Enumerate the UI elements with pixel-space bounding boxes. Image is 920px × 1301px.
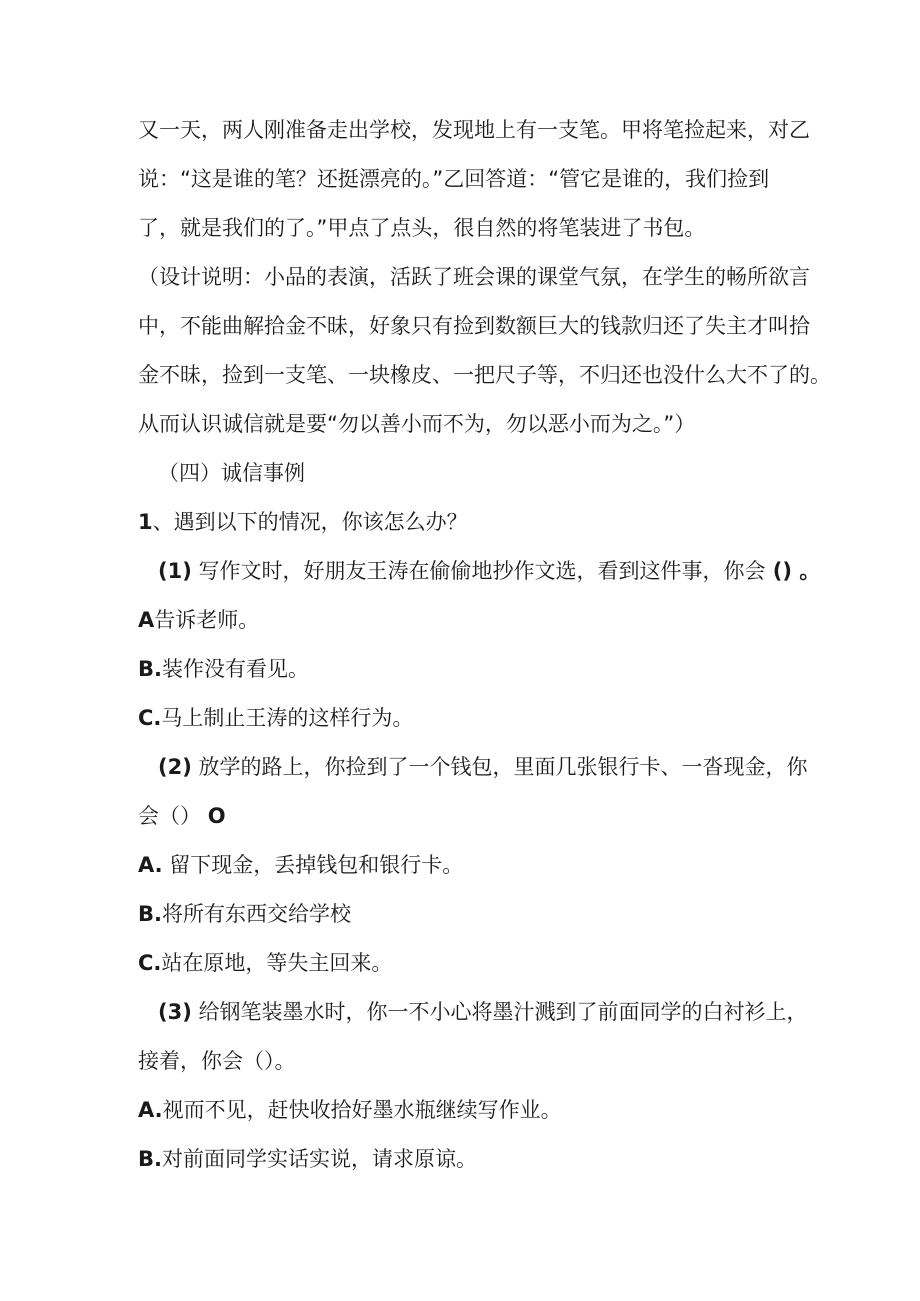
design-note-line-3: 金不昧，捡到一支笔、一块橡皮、一把尺子等，不归还也没什么大不了的。: [138, 363, 831, 387]
question-2-line-2: [138, 801, 226, 831]
option-text: 视而不见，赶快收拾好墨水瓶继续写作业。: [162, 1098, 562, 1122]
question-2-option-a: [138, 850, 463, 880]
option-text: 站在原地，等失主回来。: [161, 951, 393, 975]
question-1-option-c: [138, 703, 413, 733]
option-text: 将所有东西交给学校: [161, 902, 351, 926]
option-letter: C.: [138, 951, 162, 975]
question-1: [158, 556, 820, 586]
question-2-option-b: [138, 899, 351, 929]
option-letter: B.: [138, 902, 162, 926]
question-2-line-1: [158, 752, 808, 782]
question-2-text: 放学的路上，你捡到了一个钱包，里面几张银行卡、一沓现金，你: [191, 755, 808, 779]
question-intro: [138, 507, 468, 537]
design-note-line-4: 从而认识诚信就是要“勿以善小而不为，勿以恶小而为之。”）: [138, 412, 696, 436]
question-2-text-cont: 会（）: [138, 804, 201, 828]
question-1-number: (1): [158, 559, 192, 583]
option-text: 留下现金，丢掉钱包和银行卡。: [162, 853, 464, 877]
question-intro-text: 、遇到以下的情况，你该怎么办？: [152, 510, 468, 534]
question-3-text: 给钢笔装墨水时，你一不小心将墨汁溅到了前面同学的白衬衫上，: [191, 1000, 808, 1024]
question-intro-number: 1: [138, 510, 153, 534]
option-text: 马上制止王涛的这样行为。: [161, 706, 414, 730]
question-3-line-1: [158, 997, 808, 1027]
option-letter: A: [138, 608, 155, 632]
option-letter: A.: [138, 853, 163, 877]
question-2-blank-mark: O: [207, 804, 226, 828]
option-text: 对前面同学实话实说，请求原谅。: [161, 1147, 477, 1171]
option-letter: C.: [138, 706, 162, 730]
option-letter: B.: [138, 657, 162, 681]
option-text: 告诉老师。: [154, 608, 260, 632]
paragraph-line-1: 又一天，两人刚准备走出学校，发现地上有一支笔。甲将笔捡起来，对乙: [138, 118, 810, 142]
design-note-line-2: 中，不能曲解拾金不昧，好象只有捡到数额巨大的钱款归还了失主才叫拾: [138, 314, 810, 338]
question-3-option-a: [138, 1095, 562, 1125]
question-1-option-b: [138, 654, 309, 684]
section-heading: （四）诚信事例: [158, 461, 305, 485]
paragraph-line-3: 了，就是我们的了。”甲点了点头，很自然的将笔装进了书包。: [138, 216, 706, 240]
question-3-number: (3): [158, 1000, 192, 1024]
question-2-option-c: [138, 948, 392, 978]
question-2-number: (2): [158, 755, 192, 779]
option-letter: B.: [138, 1147, 162, 1171]
paragraph-line-2: 说：“这是谁的笔？还挺漂亮的。”乙回答道：“管它是谁的，我们捡到: [138, 167, 770, 191]
option-text: 装作没有看见。: [161, 657, 309, 681]
option-letter: A.: [138, 1098, 163, 1122]
question-3-line-2: 接着，你会（）。: [138, 1049, 296, 1073]
question-3-option-b: [138, 1144, 477, 1174]
design-note-line-1: （设计说明：小品的表演，活跃了班会课的课堂气氛，在学生的畅所欲言: [138, 265, 810, 289]
question-1-blank: () 。: [765, 559, 821, 583]
question-1-text: 写作文时，好朋友王涛在偷偷地抄作文选，看到这件事，你会: [191, 559, 766, 583]
question-1-option-a: [138, 605, 259, 635]
